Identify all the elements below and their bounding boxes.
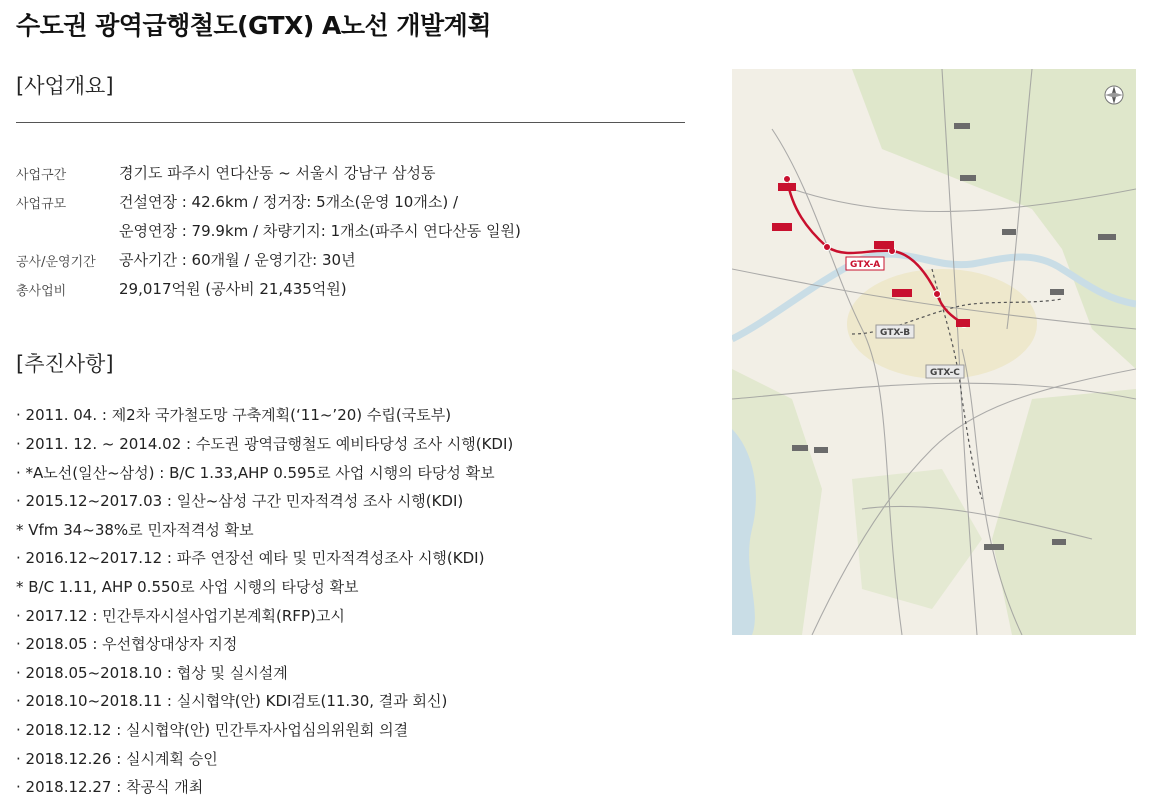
- progress-item: · 2011. 04. : 제2차 국가철도망 구축계획(‘11~’20) 수립(국토부): [16, 406, 452, 424]
- progress-item: · 2016.12~2017.12 : 파주 연장선 예타 및 민자적격성조사 시행(KDI): [16, 549, 485, 567]
- svg-text:GTX-A: GTX-A: [850, 260, 881, 270]
- progress-item: · 2015.12~2017.03 : 일산~삼성 구간 민자적격성 조사 시행(KDI): [16, 492, 464, 510]
- progress-item: · 2018.12.27 : 착공식 개최: [16, 778, 204, 796]
- progress-item: · 2018.05~2018.10 : 협상 및 실시설계: [16, 664, 288, 682]
- page-title: 수도권 광역급행철도(GTX) A노선 개발계획: [16, 11, 491, 40]
- overview-label-section: 사업구간: [16, 168, 67, 183]
- progress-item: · 2017.12 : 민간투자시설사업기본계획(RFP)고시: [16, 607, 345, 625]
- map-line-label-gtx-a: [846, 257, 884, 270]
- progress-heading: [추진사항]: [16, 352, 114, 376]
- overview-value-scale-2: 운영연장 : 79.9km / 차량기지: 1개소(파주시 연다산동 일원): [119, 222, 521, 240]
- overview-label-cost: 총사업비: [16, 284, 67, 299]
- progress-item: · 2018.10~2018.11 : 실시협약(안) KDI검토(11.30, 결과 회신): [16, 692, 448, 710]
- progress-item: · 2011. 12. ~ 2014.02 : 수도권 광역급행철도 예비타당성 조사 시행(KDI): [16, 435, 514, 453]
- gtx-route-map: [732, 69, 1136, 635]
- svg-text:GTX-C: GTX-C: [930, 368, 960, 378]
- overview-value-section: 경기도 파주시 연다산동 ~ 서울시 강남구 삼성동: [119, 164, 436, 182]
- progress-item: · *A노선(일산~삼성) : B/C 1.33,AHP 0.595로 사업 시행의 타당성 확보: [16, 464, 495, 482]
- overview-heading: [사업개요]: [16, 74, 114, 98]
- progress-item: * B/C 1.11, AHP 0.550로 사업 시행의 타당성 확보: [16, 578, 359, 596]
- overview-label-period: 공사/운영기간: [16, 255, 96, 270]
- map-line-label-gtx-b: [876, 325, 914, 338]
- progress-item: · 2018.05 : 우선협상대상자 지정: [16, 635, 238, 653]
- progress-item: * Vfm 34~38%로 민자적격성 확보: [16, 521, 254, 539]
- divider: [16, 122, 685, 123]
- svg-text:GTX-B: GTX-B: [880, 328, 911, 338]
- overview-value-cost: 29,017억원 (공사비 21,435억원): [119, 280, 347, 298]
- map-line-label-gtx-c: [926, 365, 964, 378]
- progress-item: · 2018.12.26 : 실시계획 승인: [16, 750, 218, 768]
- overview-label-scale: 사업규모: [16, 197, 67, 212]
- progress-item: · 2018.12.12 : 실시협약(안) 민간투자사업심의위원회 의결: [16, 721, 409, 739]
- overview-value-scale: 건설연장 : 42.6km / 정거장: 5개소(운영 10개소) /: [119, 193, 458, 211]
- overview-value-period: 공사기간 : 60개월 / 운영기간: 30년: [119, 251, 356, 269]
